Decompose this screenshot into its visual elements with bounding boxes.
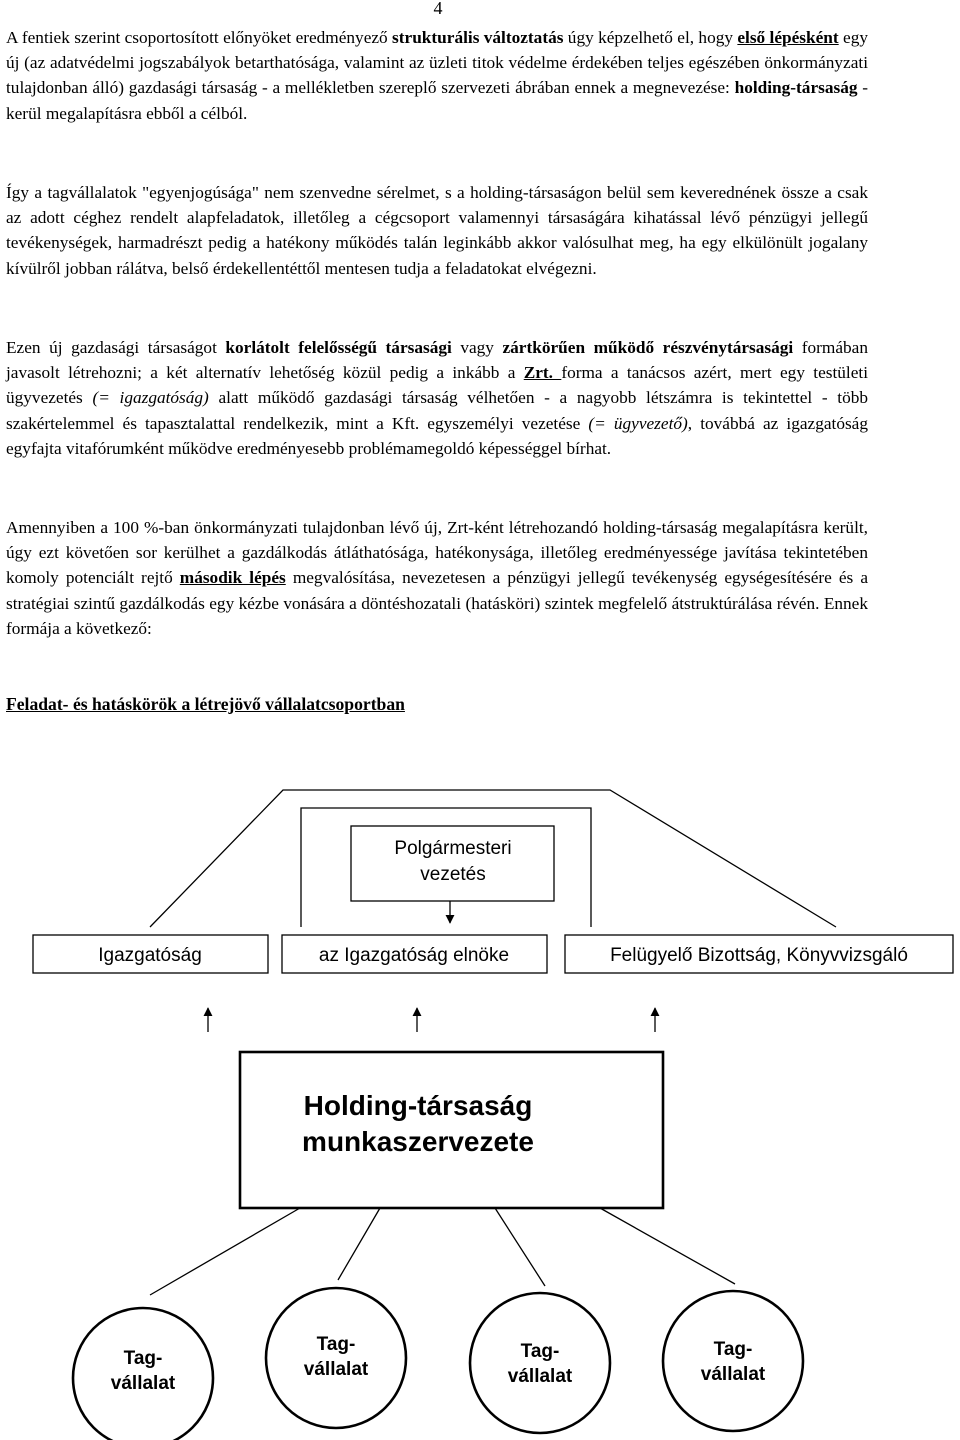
member-3-label-2: vállalat [507,1366,573,1387]
chairman-label: az Igazgatóság elnöke [318,945,510,966]
member-3-label-1: Tag- [520,1341,560,1362]
board-label: Igazgatóság [98,945,202,966]
member-1-label-2: vállalat [110,1373,176,1394]
page-number: 4 [433,0,443,18]
supervisory-label: Felügyelő Bizottság, Könyvvizsgáló [610,945,908,966]
holding-label-2: munkaszervezete [302,1126,534,1157]
member-4-label-2: vállalat [700,1364,766,1385]
member-2-label-1: Tag- [316,1334,356,1355]
member-2-label-2: vállalat [303,1359,369,1380]
line-member-3 [495,1208,545,1286]
line-member-4 [600,1208,735,1284]
section-title: Feladat- és hatáskörök a létrejövő vállalatcsoportban [6,694,405,714]
member-1-label-1: Tag- [123,1348,163,1369]
member-circle-2 [266,1288,406,1428]
mayor-label-1: Polgármesteri [394,838,512,859]
line-member-2 [338,1208,380,1280]
mayor-label-2: vezetés [420,864,486,885]
member-circle-3 [470,1293,610,1433]
org-diagram [0,760,960,1440]
paragraph-2: Így a tagvállalatok "egyenjogúsága" nem szenvedne sérelmet, s a holding-társaságon belül sem keverednének össze a csak az adott céghez rendelt alapfeladatok, illetőleg a cégcsoport valamennyi társaságára kihatással lévő pénzügyi jellegű tevékenységek, harmadrészt pedig a hatékony működés talán leginkább akkor valósulhat meg, ha egy elkülönült jogalany kívülről jobban rálátva, belső érdekellentéttől mentesen tudja a feladatokat elvégezni. [6,183,868,278]
member-4-label-1: Tag- [713,1339,753,1360]
paragraph-3: Ezen új gazdasági társaságot korlátolt felelősségű társasági vagy zártkörűen működő részvénytársasági formában javasolt létrehozni; a két alternatív lehetőség közül pedig a inkább a Zrt. forma a tanácsos azért, mert egy testületi ügyvezetés (= igazgatóság) alatt működő gazdasági társaság vélhetően - a nagyobb létszámra is tekintettel - több szakértelemmel és tapasztalattal rendelkezik, mint a Kft. egyszemélyi vezetése (= ügyvezető), továbbá az igazgatóság egyfajta vitafórumként működve eredményesebb problémamegoldó képességgel bírhat. [6,338,869,458]
member-circle-4 [663,1291,803,1431]
paragraph-1: A fentiek szerint csoportosított előnyöket eredményező strukturális változtatás úgy képzelhető el, hogy első lépésként egy új (az adatvédelmi jogszabályok betarthatósága, valamint az üzleti titok védelme érdekében teljes egészében önkormányzati tulajdonban álló) gazdasági társaság - a mellékletben szereplő szervezeti ábrában ennek a megnevezése: holding-társaság - kerül megalapításra ebből a célból. [6,28,868,123]
paragraph-4: Amennyiben a 100 %-ban önkormányzati tulajdonban lévő új, Zrt-ként létrehozandó holding-társaság megalapításra került, úgy ezt követően sor kerülhet a gazdálkodás átláthatósága, hatékonysága, illetőleg eredményessége javítása tekintetében komoly potenciált rejtő második lépés megvalósítása, nevezetesen a pénzügyi jellegű tevékenység egységesítésére és a stratégiai szintű gazdálkodás egy kézbe vonására a döntéshozatali (hatásköri) szintek megfelelő átstruktúrálása révén. Ennek formája a következő: [6,518,868,638]
holding-label-1: Holding-társaság [303,1090,533,1121]
line-member-1 [150,1208,300,1295]
